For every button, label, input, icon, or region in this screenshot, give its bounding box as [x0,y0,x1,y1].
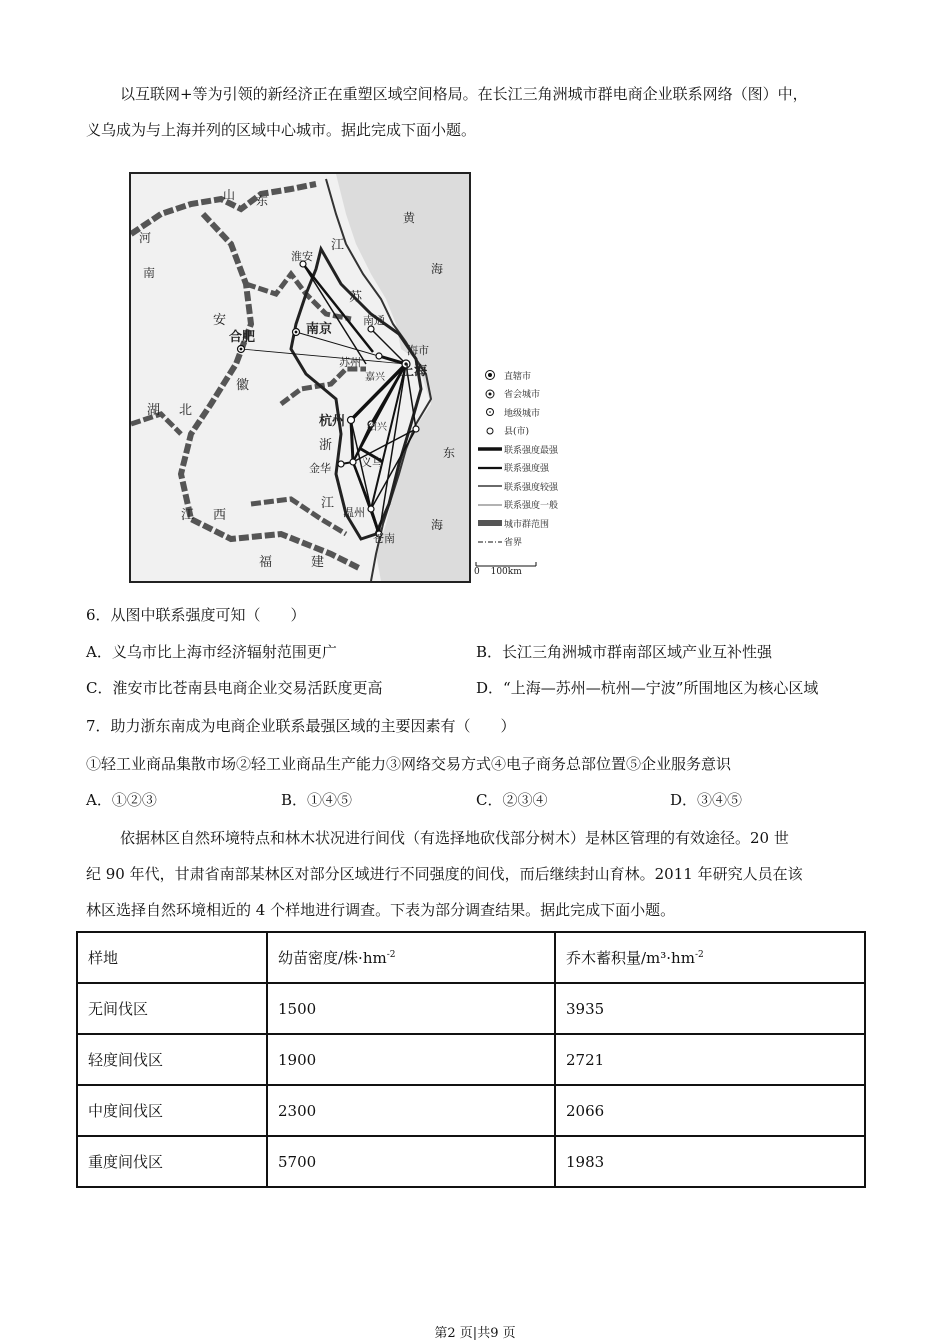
line-strong-icon [476,464,504,472]
label-hangzhou: 杭州 [319,414,346,429]
label-hubei-a: 湖 [147,403,161,418]
table-row [77,1136,865,1187]
question-7-stem: 7．助力浙东南成为电商企业联系最强区域的主要因素有（ ） [86,717,516,735]
q6-option-b[interactable]: B．长江三角洲城市群南部区域产业互补性强 [476,643,773,661]
label-fujian-a: 福 [259,555,273,570]
q7-option-c[interactable]: C．②③④ [476,791,548,809]
header-tree-volume: 乔木蓄积量$/m^3\cdot hm^{-2}$ [555,932,865,983]
header-site: 样地 [77,932,267,983]
label-huaian: 淮安 [291,250,313,263]
legend-label: 城市群范围 [504,519,550,530]
cell-seedling: 5700 [267,1136,555,1187]
cell-volume: 2066 [555,1085,865,1136]
cell-volume: 3935 [555,983,865,1034]
legend-label: 地级城市 [504,408,541,419]
prefecture-city-icon [476,406,504,418]
label-shandong-b: 东 [256,194,269,208]
line-medium-icon [476,482,504,490]
cell-site: 中度间伐区 [77,1085,267,1136]
intro2-line-1: 依据林区自然环境特点和林木状况进行间伐（有选择地砍伐部分树木）是林区管理的有效途径。20 世 [120,829,789,847]
legend-item [476,533,596,552]
label-cangnan: 苍南 [373,532,395,545]
survey-table [76,931,866,1188]
label-jiangxi-a: 江 [181,508,195,523]
intro-line-1: 以互联网+等为引领的新经济正在重塑区域空间格局。在长江三角洲城市群电商企业联系网络（图）中， [120,85,808,103]
q6-option-c[interactable]: C．淮安市比苍南县电商企业交易活跃度更高 [86,679,383,697]
label-henan-b: 南 [143,266,156,280]
cell-volume: 2721 [555,1034,865,1085]
legend-label: 联系强度较强 [504,482,559,493]
label-shanghai: 上海 [401,364,428,379]
legend-item [476,514,596,533]
legend-label: 县(市) [504,427,530,438]
map-legend [476,366,596,551]
line-weak-icon [476,501,504,509]
legend-label: 联系强度最强 [504,445,559,456]
scale-bar [474,561,544,577]
label-henan-a: 河 [139,231,152,245]
label-suzhou: 苏州 [339,356,361,369]
table-row [77,983,865,1034]
label-nantong: 南通 [363,314,385,327]
label-zhejiang-a: 浙 [319,438,333,453]
legend-item [476,385,596,404]
label-donghai-b: 海 [431,518,444,532]
intro-line-2: 义乌成为与上海并列的区域中心城市。据此完成下面小题。 [86,121,477,139]
label-shaoxing: 绍兴 [367,422,387,433]
label-shandong-a: 山 [223,188,236,202]
label-huanghai-a: 黄 [403,211,416,225]
yangtze-delta-map [129,172,471,583]
label-anhui-a: 安 [213,313,227,328]
label-jiangsu-a: 江 [331,238,345,253]
legend-item [476,440,596,459]
legend-item [476,477,596,496]
legend-label: 直辖市 [504,371,532,382]
label-hefei: 合肥 [229,330,256,345]
intro2-line-2: 纪 90 年代，甘肃省南部某林区对部分区域进行不同强度的间伐，而后继续封山育林。2011 年研究人员在该 [86,865,803,883]
intro-paragraph-2 [86,820,870,928]
intro-paragraph-1 [86,76,870,148]
label-jinhua: 金华 [309,462,331,475]
label-huanghai-b: 海 [431,262,444,276]
label-donghai-a: 东 [443,446,456,460]
table-row [77,1085,865,1136]
label-wenzhou: 温州 [343,506,365,519]
label-jiangsu-b: 苏 [349,290,363,305]
label-nanjing: 南京 [306,322,333,337]
q7-option-b[interactable]: B．①④⑤ [281,791,353,809]
label-jiaxing: 嘉兴 [365,372,385,383]
cell-seedling: 2300 [267,1085,555,1136]
line-strongest-icon [476,445,504,453]
province-border-icon [476,538,504,546]
legend-item [476,403,596,422]
q7-factors: ①轻工业商品集散市场②轻工业商品生产能力③网络交易方式④电子商务总部位置⑤企业服务意识 [86,755,732,773]
cell-volume: 1983 [555,1136,865,1187]
label-yiwu: 义乌 [361,456,383,469]
intro2-line-3: 林区选择自然环境相近的 4 个样地进行调查。下表为部分调查结果。据此完成下面小题。 [86,901,676,919]
legend-label: 联系强度强 [504,464,550,475]
cell-site: 无间伐区 [77,983,267,1034]
q6-option-d[interactable]: D．“上海—苏州—杭州—宁波”所围地区为核心区域 [476,679,819,697]
label-haishi: 海市 [407,344,429,357]
label-fujian-b: 建 [311,555,325,570]
scale-distance: 100km [490,567,522,577]
question-6-stem: 6．从图中联系强度可知（ ） [86,606,306,624]
page-footer: 第2 页|共9 页 [434,1326,516,1341]
provincial-capital-icon [476,388,504,400]
table-header-row [77,932,865,983]
cluster-boundary-icon [476,518,504,528]
legend-label: 联系强度一般 [504,501,559,512]
table-row [77,1034,865,1085]
legend-item [476,366,596,385]
label-zhejiang-b: 江 [321,496,335,511]
scale-zero: 0 [474,567,480,577]
legend-label: 省界 [504,538,523,549]
cell-seedling: 1900 [267,1034,555,1085]
legend-item [476,459,596,478]
legend-item [476,422,596,441]
legend-label: 省会城市 [504,390,541,401]
q7-option-d[interactable]: D．③④⑤ [670,791,743,809]
cell-site: 重度间伐区 [77,1136,267,1187]
county-icon [476,425,504,437]
q7-option-a[interactable]: A．①②③ [86,791,157,809]
legend-item [476,496,596,515]
label-jiangxi-b: 西 [213,508,227,523]
header-seedling-density: 幼苗密度/株$\cdot hm^{-2}$ [267,932,555,983]
label-anhui-b: 徽 [236,378,250,393]
cell-site: 轻度间伐区 [77,1034,267,1085]
municipality-icon [476,369,504,381]
q6-option-a[interactable]: A．义乌市比上海市经济辐射范围更广 [86,643,337,661]
label-hubei-b: 北 [179,403,193,418]
cell-seedling: 1500 [267,983,555,1034]
